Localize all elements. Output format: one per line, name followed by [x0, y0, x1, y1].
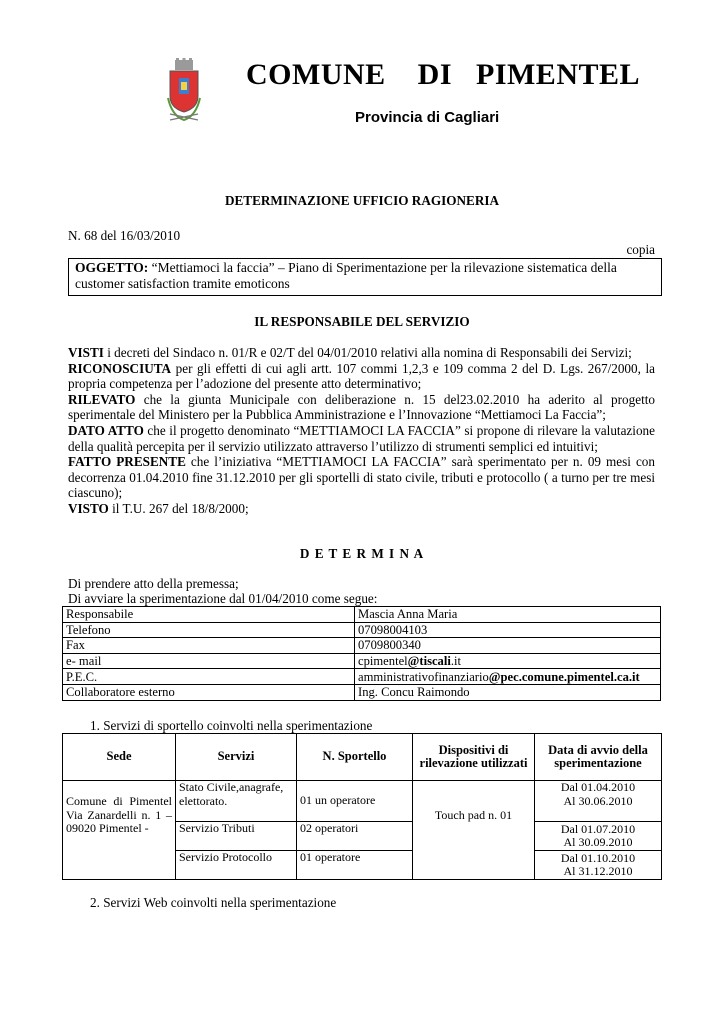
table-cell: 07098004103 — [355, 622, 661, 638]
table-cell: P.E.C. — [63, 669, 355, 685]
date-to: Al 30.06.2010 — [563, 793, 633, 808]
paragraph — [68, 454, 655, 501]
paragraph — [68, 392, 655, 423]
table-cell: 01 operatore — [297, 851, 413, 880]
premessa-text: Di prendere atto della premessa; — [68, 576, 239, 591]
document-heading: DETERMINAZIONE UFFICIO RAGIONERIA — [224, 193, 500, 208]
pec-local: amministrativofinanziario — [358, 669, 489, 684]
column-header: Servizi — [176, 734, 297, 781]
pec-domain: @pec.comune.pimentel.ca.it — [488, 669, 640, 684]
column-header: N. Sportello — [297, 734, 413, 781]
table-row — [63, 684, 661, 700]
paragraph-text: i decreti del Sindaco n. 01/R e 02/T del 04/01/2010 relativi alla nomina di Responsabili dei Servizi; — [103, 345, 632, 360]
sede-cell: Comune di Pimentel Via Zanardelli n. 1 – 09020 Pimentel - — [63, 781, 176, 880]
date-from: Dal 01.04.2010 — [560, 780, 636, 794]
services-table — [62, 733, 662, 880]
table-cell: Mascia Anna Maria — [355, 607, 661, 623]
subject-text: “Mettiamoci la faccia” – Piano di Sperimentazione per la rilevazione sistematica della customer satisfaction tramite emoticons — [75, 260, 617, 291]
paragraph-text: che la giunta Municipale con deliberazione n. 15 del23.02.2010 ha aderito al progetto sperimentale del Ministero per la Pubblica Amministrazione e l’Innovazione “Mettiamoci La Faccia”; — [68, 391, 655, 423]
subject-label: OGGETTO: — [75, 260, 149, 275]
date-to: Al 31.12.2010 — [563, 864, 633, 878]
date-cell — [535, 781, 662, 822]
preamble — [68, 345, 655, 517]
avviare-text: Di avviare la sperimentazione dal 01/04/2010 come segue: — [68, 591, 378, 606]
subject-box — [68, 258, 662, 296]
paragraph-lead: RILEVATO — [68, 391, 136, 407]
section-heading: IL RESPONSABILE DEL SERVIZIO — [254, 314, 470, 329]
date-from: Dal 01.07.2010 — [560, 821, 636, 836]
paragraph — [68, 423, 655, 454]
table-cell: 0709800340 — [355, 638, 661, 654]
table-cell: Fax — [63, 638, 355, 654]
column-header: Data di avvio della sperimentazione — [535, 734, 662, 781]
date-to: Al 30.09.2010 — [563, 835, 633, 849]
paragraph — [68, 501, 655, 517]
paragraph-text: il T.U. 267 del 18/8/2000; — [108, 500, 249, 516]
table-header-row — [63, 734, 662, 781]
table-cell: 01 un operatore — [297, 781, 413, 822]
copy-label: copia — [626, 242, 655, 257]
date-from: Dal 01.10.2010 — [560, 850, 636, 865]
determina-heading: D E T E R M I N A — [299, 546, 425, 561]
document-number: N. 68 del 16/03/2010 — [68, 228, 181, 243]
email-local: cpimentel — [358, 654, 408, 669]
table-cell: Collaboratore esterno — [63, 684, 355, 700]
page-title: COMUNE DI PIMENTEL — [246, 58, 641, 91]
table-cell: Responsabile — [63, 607, 355, 623]
table-row — [63, 669, 661, 685]
table-row — [63, 607, 661, 623]
column-header: Sede — [63, 734, 176, 781]
paragraph-lead: VISTI — [68, 345, 104, 360]
pec-link[interactable] — [355, 669, 661, 685]
paragraph-text: che il progetto denominato “METTIAMOCI LA FACCIA” si propone di rilevare la valutazione della qualità percepita per il servizio utilizzato attraverso l’utilizzo di strumenti semplici ed intuitivi; — [68, 422, 655, 454]
table-row — [63, 638, 661, 654]
email-link[interactable] — [355, 653, 661, 669]
paragraph-lead: FATTO PRESENTE — [68, 454, 186, 470]
paragraph-text: che l’iniziativa “METTIAMOCI LA FACCIA” sarà sperimentato per n. 09 mesi con decorrenza 01.04.2010 fine 31.12.2010 per gli sportelli di stato civile, tributi e protocollo ( a turno per tre mesi ciascuno); — [68, 454, 655, 501]
paragraph — [68, 361, 655, 392]
province-subtitle: Provincia di Cagliari — [355, 109, 500, 126]
paragraph-lead: RICONOSCIUTA — [68, 360, 172, 376]
email-tld: .it — [450, 654, 462, 669]
table-cell: Stato Civile,anagrafe, elettorato. — [176, 781, 297, 822]
paragraph-lead: DATO ATTO — [68, 422, 144, 438]
list-item: 2. Servizi Web coinvolti nella sperimentazione — [90, 895, 337, 910]
date-cell — [535, 822, 662, 851]
municipal-crest-icon — [164, 58, 204, 124]
table-row — [63, 622, 661, 638]
column-header: Dispositivi di rilevazione utilizzati — [413, 734, 535, 781]
dispositivi-cell: Touch pad n. 01 — [413, 781, 535, 880]
table-cell: Ing. Concu Raimondo — [355, 684, 661, 700]
table-cell: e- mail — [63, 653, 355, 669]
paragraph — [68, 345, 655, 361]
contacts-table — [62, 606, 661, 701]
paragraph-lead: VISTO — [68, 500, 109, 516]
table-row — [63, 781, 662, 822]
table-row — [63, 653, 661, 669]
table-cell: Servizio Protocollo — [176, 851, 297, 880]
paragraph-text: per gli effetti di cui agli artt. 107 commi 1,2,3 e 109 comma 2 del D. Lgs. 267/2000, la propria competenza per l’adozione del presente atto determinativo; — [68, 360, 655, 392]
table-cell: Telefono — [63, 622, 355, 638]
email-domain: @tiscali — [407, 654, 451, 669]
list-item: 1. Servizi di sportello coinvolti nella sperimentazione — [90, 718, 373, 733]
table-cell: 02 operatori — [297, 822, 413, 851]
date-cell — [535, 851, 662, 880]
table-cell: Servizio Tributi — [176, 822, 297, 851]
